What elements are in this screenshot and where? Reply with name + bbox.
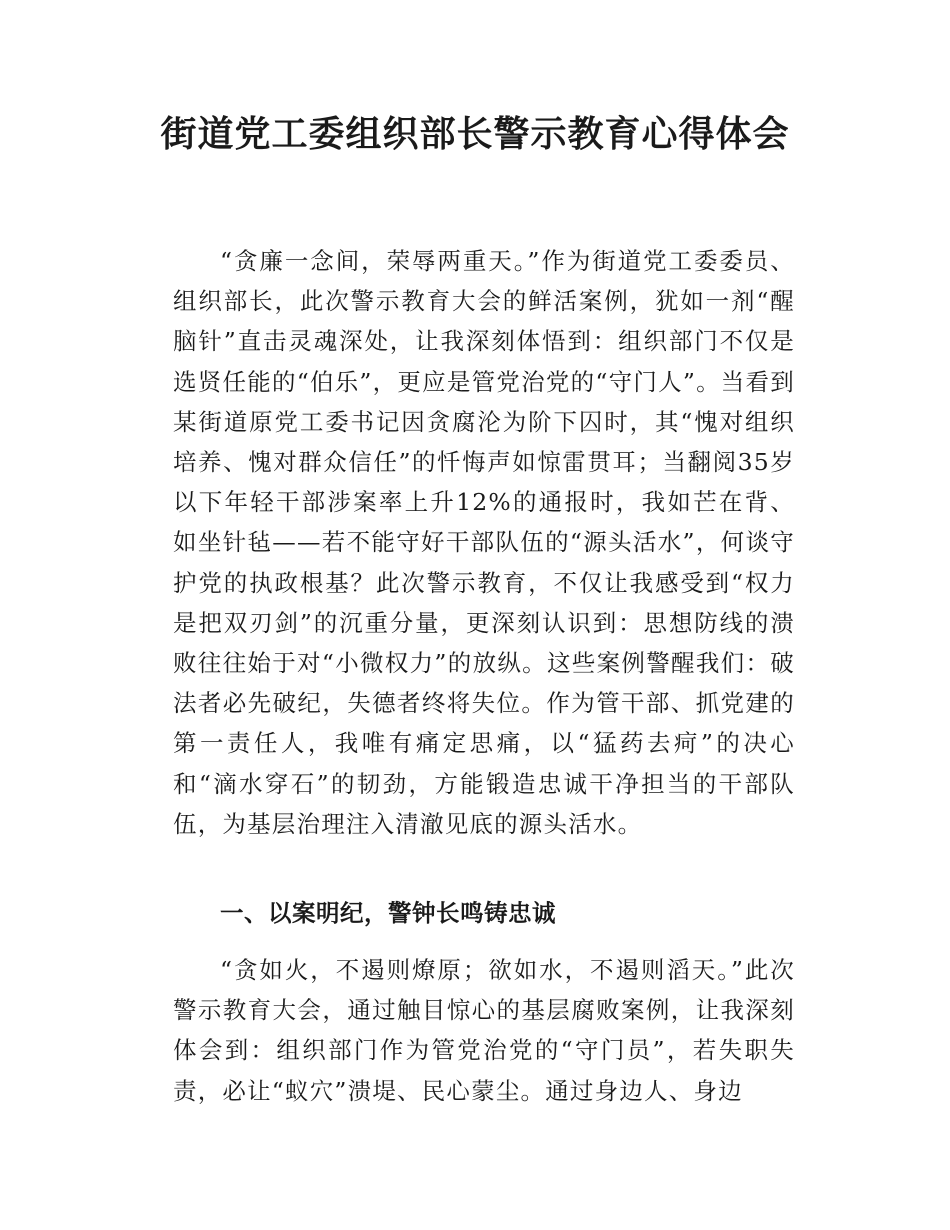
body-paragraph-section-1: “贪如火，不遏则燎原；欲如水，不遏则滔天。”此次警示教育大会，通过触目惊心的基层腐败案例，让我深刻体会到：组织部门作为管党治党的“守门员”，若失职失责，必让“蚁穴”溃堤、民心蒙尘。通过身边人、身边 (173, 956, 795, 1105)
body-paragraph-intro: “贪廉一念间，荣辱两重天。”作为街道党工委委员、组织部长，此次警示教育大会的鲜活案例，犹如一剂“醒脑针”直击灵魂深处，让我深刻体悟到：组织部门不仅是选贤任能的“伯乐”，更应是管党治党的“守门人”。当看到某街道原党工委书记因贪腐沦为阶下囚时，其“愧对组织培养、愧对群众信任”的忏悔声如惊雷贯耳；当翻阅35岁以下年轻干部涉案率上升12%的通报时，我如芒在背、如坐针毡——若不能守好干部队伍的“源头活水”，何谈守护党的执政根基？此次警示教育，不仅让我感受到“权力是把双刃剑”的沉重分量，更深刻认识到：思想防线的溃败往往始于对“小微权力”的放纵。这些案例警醒我们：破法者必先破纪，失德者终将失位。作为管干部、抓党建的第一责任人，我唯有痛定思痛，以“猛药去疴”的决心和“滴水穿石”的韧劲，方能锻造忠诚干净担当的干部队伍，为基层治理注入清澈见底的源头活水。 (173, 247, 795, 838)
document-title: 街道党工委组织部长警示教育心得体会 (160, 113, 790, 155)
section-heading-1: 一、以案明纪，警钟长鸣铸忠诚 (220, 899, 556, 927)
